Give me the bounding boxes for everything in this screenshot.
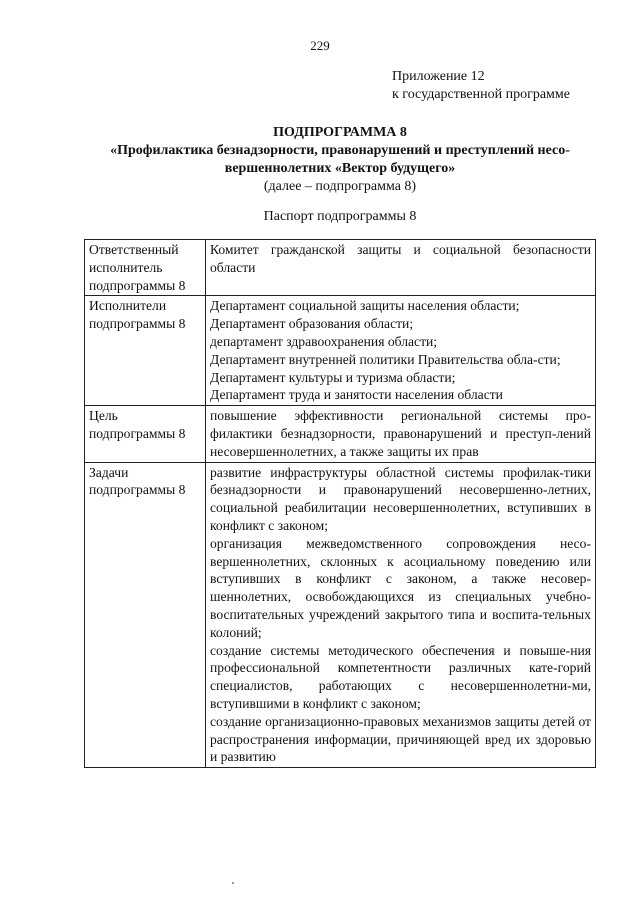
row-value [206,462,596,768]
value-line: Департамент культуры и туризма области; [210,369,456,385]
value-line: Департамент образования области; [210,316,414,332]
value-line: создание системы методического обеспечения и повыше-ния профессиональной компетентности различных кате-горий специалистов, работающих с несовершеннолетни-ми, вступившими в конфликт с законом; [210,642,591,711]
table-row [85,296,596,406]
row-label [85,240,206,296]
value-line: создание организационно-правовых механизмов защиты детей от распространения информации, причиняющей вред их здоровью и развитию [210,713,591,765]
table-row [85,406,596,462]
row-value [206,406,596,462]
label-line: Исполнители [89,298,167,314]
page-number: 229 [310,38,330,53]
value-line: развитие инфраструктуры областной системы профилак-тики безнадзорности и правонарушений несовершенно-летних, социальной реабилитации несовершеннолетних, вступивших в конфликт с законом; [210,464,591,533]
label-line: Ответственный [89,242,179,257]
passport-table [84,239,596,768]
scan-speck [232,882,234,884]
label-line: Цель [89,408,118,424]
appendix-reference [392,68,570,104]
value-line: Департамент труда и занятости населения области [210,387,503,403]
row-label [85,462,206,768]
appendix-line-2: к государственной программе [392,87,570,102]
subprogram-heading [80,124,600,196]
value-line: организация межведомственного сопровождения несо-вершеннолетних, склонных к асоциальному поведению или вступивших в конфликт с законом, а также несовер-шеннолетних, освобождающихся из специальных учебно-воспитательных учреждений закрытого типа и воспита-тельных колоний; [210,535,591,640]
label-line: подпрограммы 8 [89,482,186,498]
subprogram-note: (далее – подпрограмма 8) [263,179,417,194]
table-row [85,240,596,296]
passport-title: Паспорт подпрограммы 8 [263,209,417,224]
row-label [85,296,206,406]
appendix-line-1: Приложение 12 [392,69,485,84]
label-line: подпрограммы 8 [89,277,186,293]
subprogram-title: ПОДПРОГРАММА 8 [273,125,407,140]
row-value [206,240,596,296]
label-line: исполнитель [89,259,163,275]
label-line: подпрограммы 8 [89,316,186,332]
subprogram-subtitle-line-2: вершеннолетних «Вектор будущего» [224,161,456,176]
value-line: Департамент внутренней политики Правительства обла-сти; [210,351,561,367]
row-label [85,406,206,462]
value-line: повышение эффективности региональной системы про-филактики безнадзорности, правонарушений и преступ-лений несовершеннолетних, а также защиты их прав [210,408,591,459]
subprogram-subtitle-line-1: «Профилактика безнадзорности, правонарушений и преступлений несо- [110,143,570,158]
row-value [206,296,596,406]
value-line: Комитет гражданской защиты и социальной безопасности области [210,242,591,275]
value-line: департамент здравоохранения области; [210,333,438,349]
label-line: подпрограммы 8 [89,425,186,441]
label-line: Задачи [89,464,129,480]
value-line: Департамент социальной защиты населения области; [210,298,520,314]
table-row [85,462,596,768]
